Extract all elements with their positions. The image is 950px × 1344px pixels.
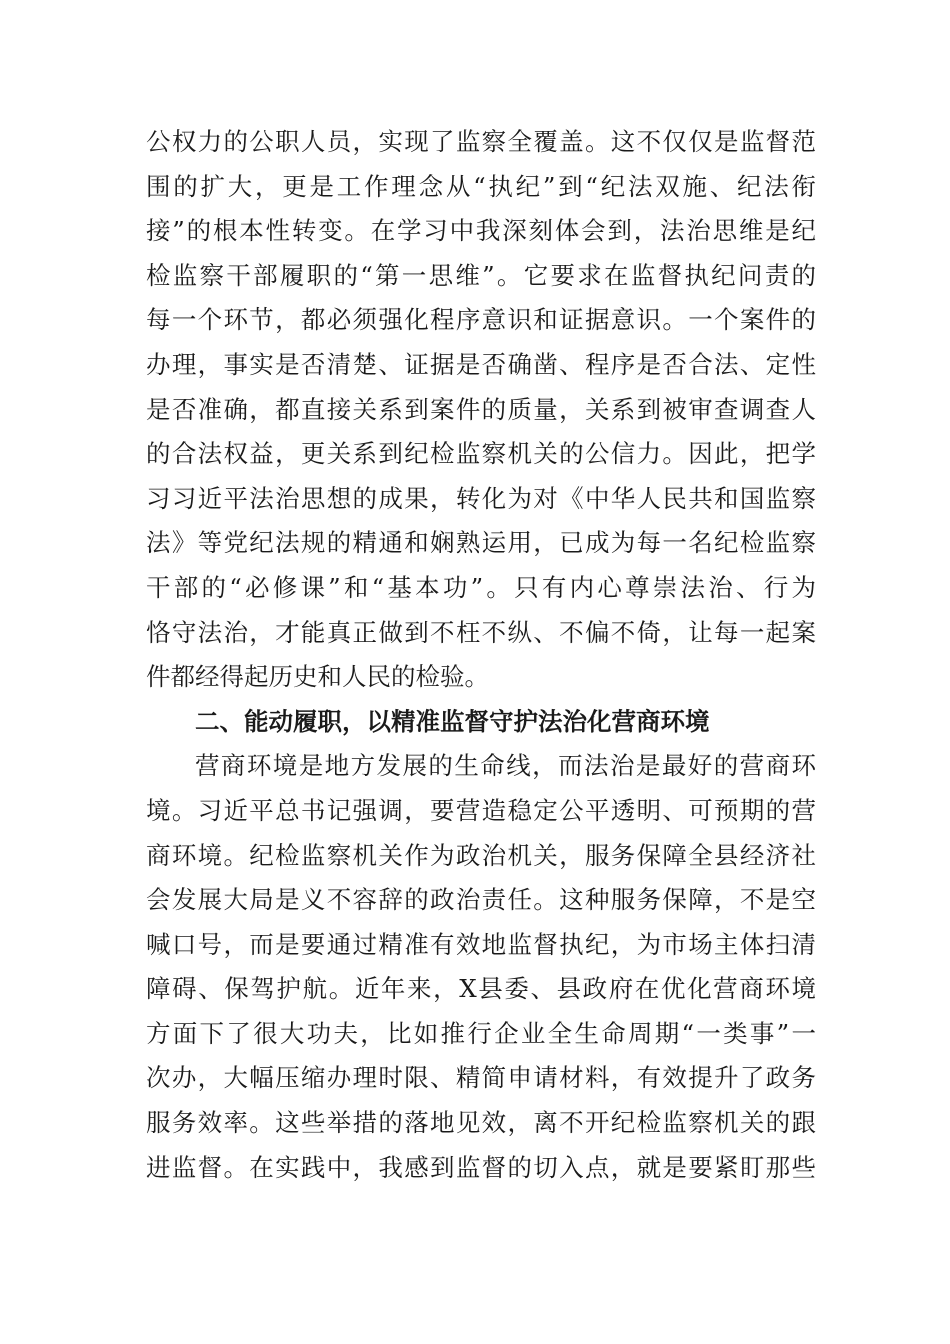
text-line: 会发展大局是义不容辞的政治责任。这种服务保障，不是空 — [146, 885, 816, 915]
paragraph-law-thinking — [146, 120, 816, 700]
text-line: 的合法权益，更关系到纪检监察机关的公信力。因此，把学 — [146, 439, 816, 469]
text-line: 件都经得起历史和人民的检验。 — [146, 662, 489, 692]
text-line: 每一个环节，都必须强化程序意识和证据意识。一个案件的 — [146, 305, 816, 335]
text-line: 习习近平法治思想的成果，转化为对《中华人民共和国监察 — [146, 483, 816, 513]
text-line: 障碍、保驾护航。近年来，X县委、县政府在优化营商环境 — [146, 974, 816, 1004]
text-line: 恪守法治，才能真正做到不枉不纵、不偏不倚，让每一起案 — [146, 617, 816, 647]
section-heading: 二、能动履职，以精准监督守护法治化营商环境 — [195, 706, 710, 736]
document-body — [146, 120, 816, 1190]
text-line: 办理，事实是否清楚、证据是否确凿、程序是否合法、定性 — [146, 349, 816, 379]
text-line: 干部的“必修课”和“基本功”。只有内心尊崇法治、行为 — [146, 572, 816, 602]
text-line: 次办，大幅压缩办理时限、精简申请材料，有效提升了政务 — [146, 1063, 816, 1093]
text-line: 服务效率。这些举措的落地见效，离不开纪检监察机关的跟 — [146, 1108, 816, 1138]
paragraph-business-environment — [146, 744, 816, 1190]
text-line: 公权力的公职人员，实现了监察全覆盖。这不仅仅是监督范 — [146, 127, 816, 156]
text-line: 检监察干部履职的“第一思维”。它要求在监督执纪问责的 — [146, 260, 816, 290]
text-line: 进监督。在实践中，我感到监督的切入点，就是要紧盯那些 — [146, 1152, 816, 1182]
text-line: 商环境。纪检监察机关作为政治机关，服务保障全县经济社 — [146, 840, 816, 870]
text-line: 是否准确，都直接关系到案件的质量，关系到被审查调查人 — [146, 394, 816, 424]
text-line: 喊口号，而是要通过精准有效地监督执纪，为市场主体扫清 — [146, 929, 816, 959]
text-line: 围的扩大，更是工作理念从“执纪”到“纪法双施、纪法衔 — [146, 171, 816, 201]
text-line: 接”的根本性转变。在学习中我深刻体会到，法治思维是纪 — [146, 216, 816, 246]
text-line: 法》等党纪法规的精通和娴熟运用，已成为每一名纪检监察 — [146, 528, 816, 558]
text-line: 营商环境是地方发展的生命线，而法治是最好的营商环 — [195, 751, 816, 781]
text-line: 方面下了很大功夫，比如推行企业全生命周期“一类事”一 — [146, 1018, 816, 1048]
text-line: 境。习近平总书记强调，要营造稳定公平透明、可预期的营 — [146, 795, 816, 825]
